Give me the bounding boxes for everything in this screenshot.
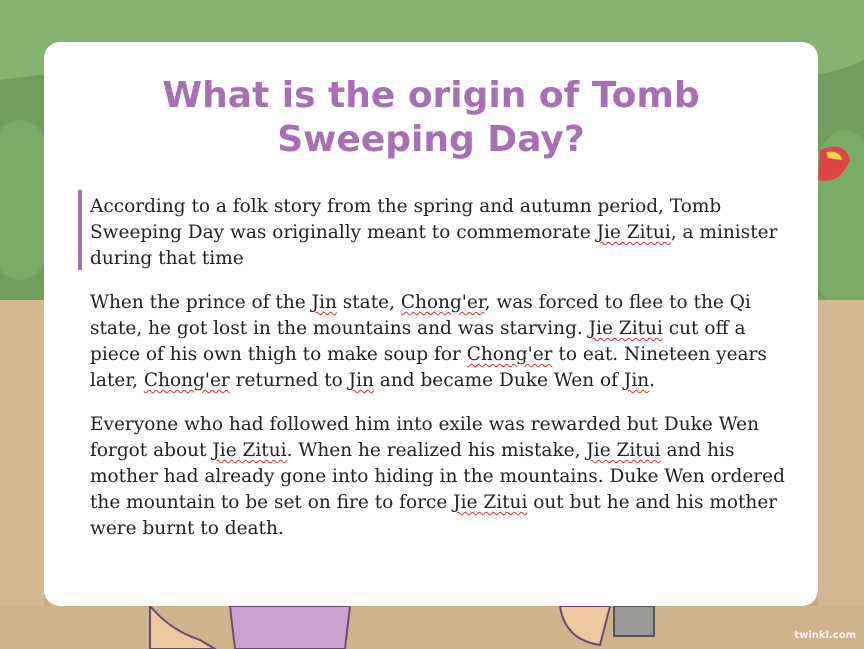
paragraph-2-text: . (649, 370, 656, 391)
name-jin: Jin (311, 292, 337, 313)
quote-accent-bar (78, 190, 82, 270)
paragraph-2-text: state, (336, 292, 401, 313)
paragraph-3-text: . When he realized his mistake, (286, 440, 587, 461)
paragraph-2 (90, 290, 790, 394)
name-chonger: Chong'er (466, 344, 553, 365)
name-jin: Jin (623, 370, 650, 391)
paragraph-2-text: cut off a piece of his own thigh to make soup for (90, 318, 746, 365)
title-line-2: Sweeping Day? (277, 119, 585, 160)
name-jin: Jin (348, 370, 374, 391)
paragraph-1-text: , a minister during that time (90, 222, 778, 269)
slide-title (44, 74, 818, 162)
twinkl-logo: twinkl.com (794, 630, 856, 641)
paragraph-3-text: and his mother had already gone into hiding in the mountains. Duke Wen ordered the mountain to be set on fire to force (90, 440, 785, 513)
paragraph-2-text: and became Duke Wen of (373, 370, 624, 391)
paragraph-2-text: returned to (229, 370, 349, 391)
name-chonger: Chong'er (143, 370, 230, 391)
name-jie-zitui: Jie Zitui (596, 222, 671, 243)
name-jie-zitui: Jie Zitui (588, 318, 663, 339)
name-jie-zitui: Jie Zitui (453, 492, 528, 513)
paragraph-2-text: to eat. Nineteen years later, (90, 344, 767, 391)
name-chonger: Chong'er (400, 292, 485, 313)
paragraph-1 (90, 194, 790, 272)
paragraph-3-text: out but he and his mother were burnt to death. (90, 492, 778, 539)
title-line-1: What is the origin of Tomb (162, 75, 700, 116)
paragraph-3-text: Everyone who had followed him into exile was rewarded but Duke Wen forgot about (90, 414, 760, 461)
paragraph-1-text: According to a folk story from the spring and autumn period, Tomb Sweeping Day was originally meant to commemorate (90, 196, 722, 243)
name-jie-zitui: Jie Zitui (586, 440, 661, 461)
paragraph-3 (90, 412, 790, 542)
paragraph-2-text: , was forced to flee to the Qi state, he got lost in the mountains and was starving. (90, 292, 751, 339)
body-text (90, 194, 790, 560)
name-jie-zitui: Jie Zitui (212, 440, 287, 461)
paragraph-2-text: When the prince of the (90, 292, 312, 313)
